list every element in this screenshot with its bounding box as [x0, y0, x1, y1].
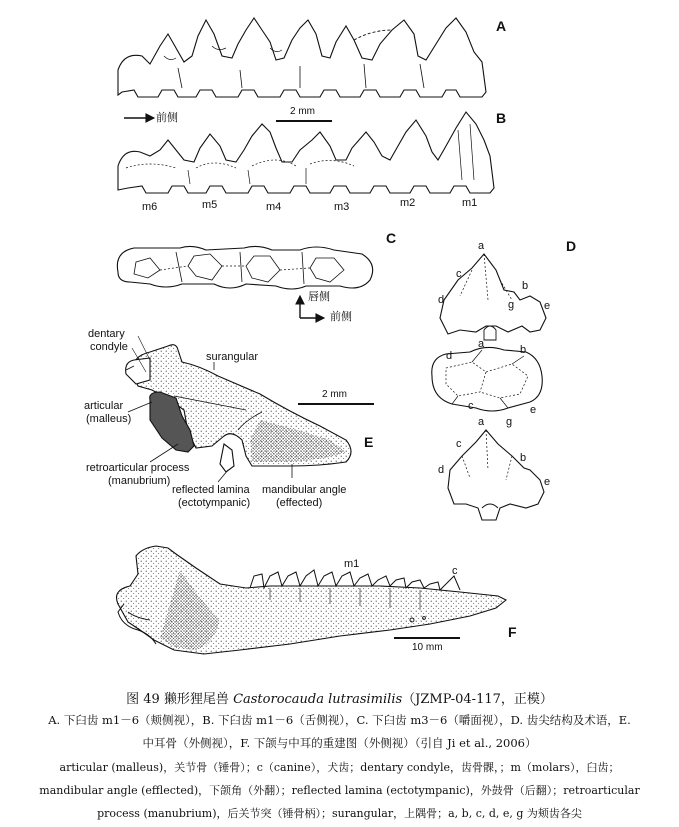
cusp-bottom-a: a: [478, 416, 485, 428]
panel-f-m1-label: m1: [344, 558, 360, 570]
cusp-mid-e: e: [530, 404, 537, 416]
caption-title-prefix: 图 49 獭形狸尾兽: [126, 692, 234, 707]
cusp-top-d: d: [438, 294, 445, 306]
panel-label-f: F: [508, 624, 517, 640]
label-articular-line2: (malleus): [86, 413, 132, 425]
cusp-bottom-c: c: [456, 438, 462, 450]
label-surangular: surangular: [206, 351, 258, 363]
cusp-top-g: g: [508, 299, 515, 311]
label-retroarticular-line2: (manubrium): [108, 475, 171, 487]
tooth-label-m1: m1: [462, 197, 478, 209]
panel-f-scale-label: 10 mm: [412, 642, 443, 653]
caption-line-3: articular (malleus)，关节骨（锤骨）；c（canine），犬齿；dentary condyle，齿骨髁，；m（molars），臼齿；: [59, 761, 620, 774]
cusp-top-e: e: [544, 300, 551, 312]
panel-label-a: A: [496, 18, 507, 34]
tooth-label-m3: m3: [334, 201, 350, 213]
label-reflected-line1: reflected lamina: [172, 484, 250, 496]
label-mandibular-line2: (effected): [276, 497, 323, 509]
figure-caption-title: [0, 688, 679, 707]
panel-a-scale-label: 2 mm: [290, 106, 315, 117]
cusp-mid-g: g: [506, 416, 513, 428]
panel-b-molars: [118, 112, 494, 193]
caption-line-5: process (manubrium)，后关节突（锤骨柄）；surangular，上隅骨；a, b, c, d, e, g 为颊齿各尖: [97, 807, 582, 820]
panel-label-d: D: [566, 238, 577, 254]
cusp-top-a: a: [478, 240, 485, 252]
panel-f-c-label: c: [452, 565, 458, 577]
tooth-label-m4: m4: [266, 201, 282, 213]
panel-c-lingual-label: 唇侧: [308, 291, 330, 303]
cusp-bottom-b: b: [520, 452, 527, 464]
cusp-mid-c: c: [468, 400, 474, 412]
panel-a-direction-label: 前侧: [156, 112, 178, 124]
label-articular-line1: articular: [84, 400, 124, 412]
label-dentary-line1: dentary: [88, 328, 125, 340]
cusp-bottom-e: e: [544, 476, 551, 488]
label-dentary-line2: condyle: [90, 341, 128, 353]
panel-label-b: B: [496, 110, 507, 126]
caption-title-suffix: （JZMP-04-117，正模）: [402, 692, 553, 707]
tooth-label-m5: m5: [202, 199, 218, 211]
tooth-label-m2: m2: [400, 197, 416, 209]
caption-species-name: Castorocauda lutrasimilis: [233, 692, 403, 707]
label-retroarticular-line1: retroarticular process: [86, 462, 190, 474]
panel-c-occlusal: [117, 246, 372, 289]
label-reflected-line2: (ectotympanic): [178, 497, 251, 509]
panel-a-arrow: [124, 114, 154, 122]
panel-label-c: C: [386, 230, 397, 246]
caption-line-1: A. 下臼齿 m1－6（颊侧视），B. 下臼齿 m1－6（舌侧视），C. 下臼齿 m3－6（嚼面视），D. 齿尖结构及术语，E.: [48, 713, 631, 727]
caption-line-4: mandibular angle (efflected)，下颌角（外翻）；reflected lamina (ectotympanic)，外鼓骨（后翻）；retroarticular: [39, 784, 640, 797]
cusp-mid-a: a: [478, 338, 485, 350]
cusp-mid-b: b: [520, 344, 527, 356]
panel-label-e: E: [364, 434, 374, 450]
reflected-lamina: [220, 444, 234, 472]
cusp-mid-d: d: [446, 350, 453, 362]
panel-d-cusps: [432, 254, 546, 520]
cusp-top-outline: [440, 254, 546, 334]
panel-e-scale-label: 2 mm: [322, 389, 347, 400]
tooth-label-m6: m6: [142, 201, 158, 213]
molar-row-a: [118, 18, 486, 97]
caption-line-2: 中耳骨（外侧视），F. 下颌与中耳的重建图（外侧视）（引自 Ji et al., 2006）: [142, 736, 537, 750]
cusp-top-b: b: [522, 280, 529, 292]
panel-a-molars: [118, 18, 486, 97]
panel-c-anterior-label: 前侧: [330, 311, 352, 323]
cusp-bottom-d: d: [438, 464, 445, 476]
cusp-top-c: c: [456, 268, 462, 280]
label-mandibular-line1: mandibular angle: [262, 484, 347, 496]
